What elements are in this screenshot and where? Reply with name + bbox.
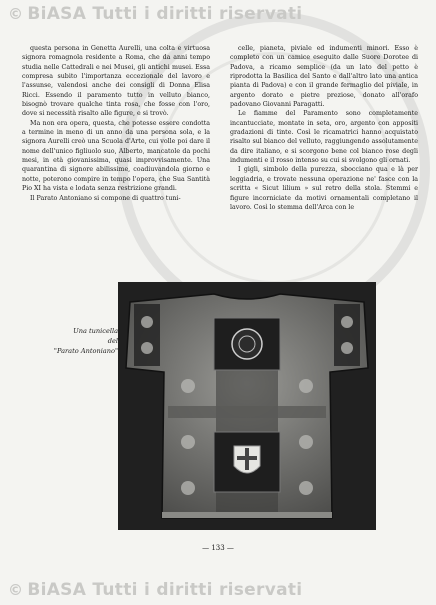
right-paragraph-3: I gigli, simbolo della purezza, sbocciano qua e là per leggiadria, e trovate nessuna operazione ne' fasce con la scritta « Sicut lilium » sul retro della stola. Stemmi e figure incorniciate da motivi ornamentali completano il lavoro. Così lo stemma dell'Arca con le [230, 166, 418, 211]
caption-line-3: "Parato Antoniano" [53, 347, 118, 355]
text-columns [22, 44, 418, 274]
right-paragraph-2: Le fiamme del Paramento sono completamente incantucciate, montate in seta, oro, argento con appositi gradazioni di tinte. Così le ricamatrici hanno acquistato risalto sul bianco del velluto, raggiungendo assolutamente da dire italiano, e si scorgono bene col bianco rose degli indumenti e il rosso intenso su cui si svolgono gli ornati. [230, 110, 418, 165]
page-number: — 133 — [202, 544, 234, 552]
left-paragraph-1: questa persona in Genetta Aurelli, una colta e virtuosa signora romagnola residente a Roma, che da anni tempo studia nelle Cattedrali e nei Musei, gli antichi musei. Essa compresa subito l'importanza eccezionale del lavoro e l'assunse, valendosi anche dei consigli di Donna Elisa Ricci. Essendo il paramento tutto in velluto bianco, bisognò trovare qualche tinta rosa, che fosse con l'oro, dove si necessità risalto alle figure, e si trovò. [22, 45, 210, 118]
tunicle-illustration [118, 282, 376, 530]
copyright-icon: © [8, 5, 24, 23]
left-paragraph-3: Il Parato Antoniano si compone di quattro tuni- [30, 194, 181, 202]
copyright-icon-bottom: © [8, 581, 24, 599]
watermark-top [0, 2, 436, 26]
left-column [22, 44, 210, 274]
right-paragraph-1: celle, pianeta, piviale ed indumenti minori. Esso è completo con un camice eseguito dalle Suore Dorotee di Padova, a ricamo semplice (da un lato del petto è riprodotta la Basilica del Santo e dall'altro lato una antica pianta di Padova) e con il grande fermaglio del piviale, in argento dorato e pietre preziose, donato all'orafo padovano Giovanni Paragatti. [230, 45, 418, 109]
caption-line-1: Una tunicella [73, 327, 118, 335]
figure-caption [52, 326, 118, 356]
watermark-bottom [0, 578, 436, 602]
watermark-bottom-text: BiASA Tutti i diritti riservati [27, 580, 303, 600]
watermark-top-text: BiASA Tutti i diritti riservati [27, 4, 303, 24]
left-paragraph-2: Ma non era opera, questa, che potesse essere condotta a termine in meno di un anno da una persona sola, e la signora Aurelli creò una Scuola d'Arte, cui volle poi dare il nome dell'unico figliuolo suo, Alberto, mancatole da pochi mesi, in età giovanissima, quasi improvvisamente. Una quarantina di signore abilissime, coadiuvandola giorno e notte, poterono compire in tempo l'opera, che Sua Santità Pio XI ha vista e lodata senza restrizione grandi. [22, 119, 210, 193]
caption-line-2: del [107, 337, 118, 345]
tunicle-photograph [118, 282, 376, 530]
right-column [230, 44, 418, 274]
